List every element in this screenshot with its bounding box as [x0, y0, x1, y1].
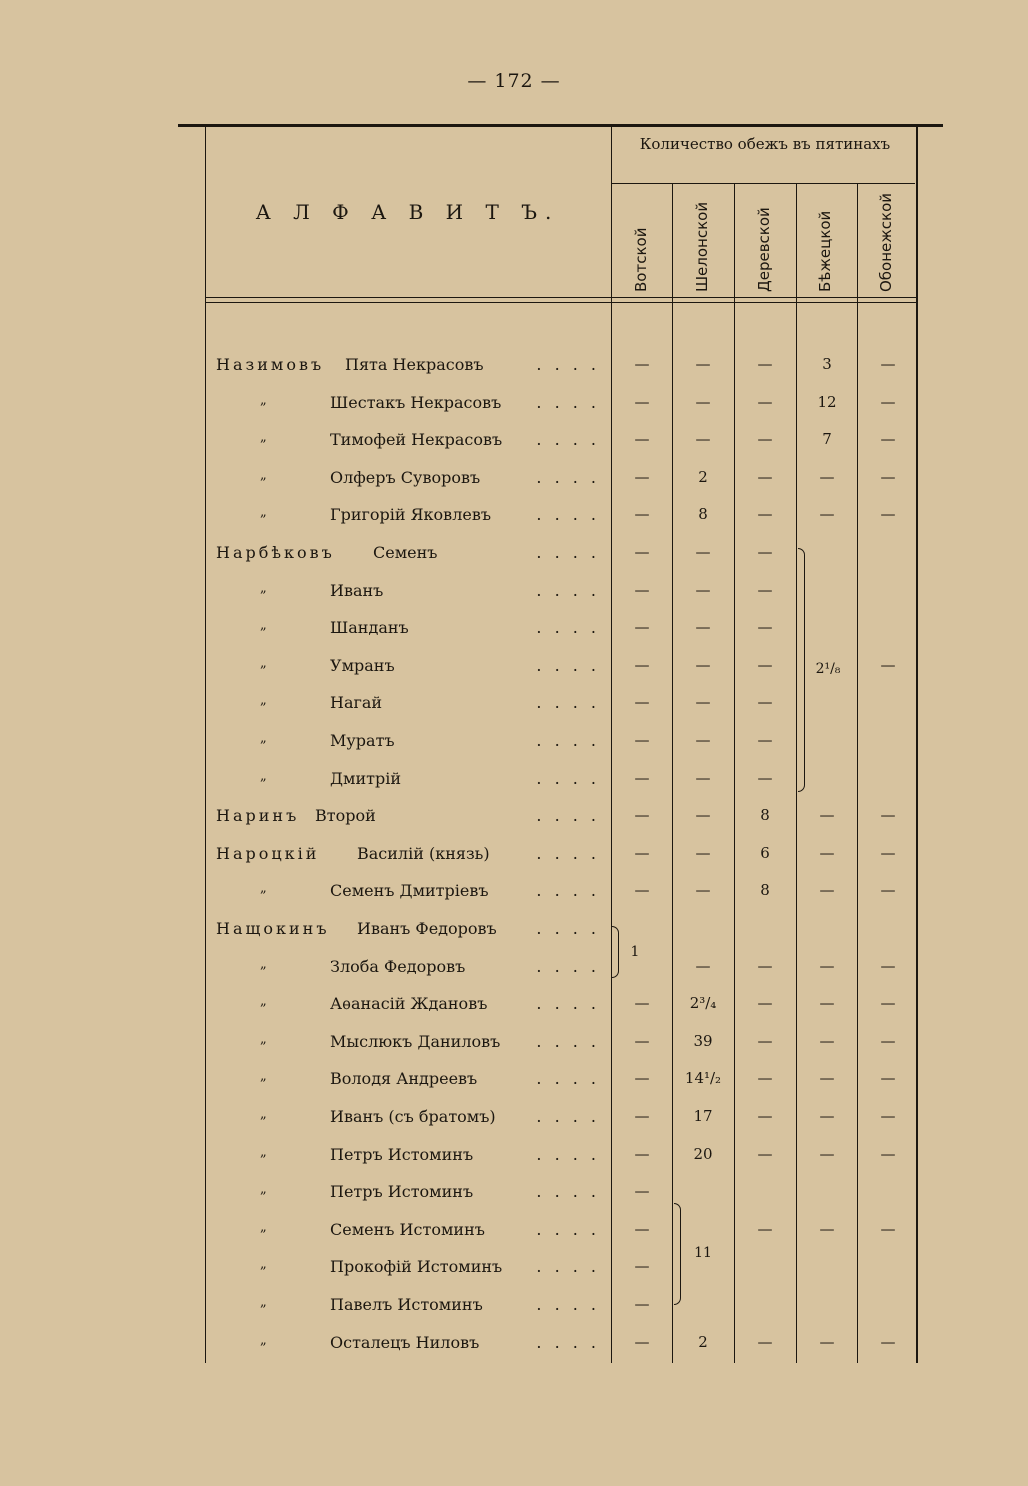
row-cell: — [757, 392, 773, 411]
row-leader-dots: . . . . [536, 355, 600, 374]
row-cell: 14¹/₂ [684, 1069, 722, 1088]
row-given-name: Мыслюкъ Даниловъ [330, 1031, 501, 1051]
row-leader-dots: . . . . [536, 655, 600, 675]
row-given-name: Семенъ [373, 543, 438, 562]
row-leader-dots: . . . . [536, 430, 600, 450]
row-cell: — [695, 392, 711, 411]
row-cell: — [695, 806, 711, 825]
row-given-name: Нагай [330, 693, 383, 713]
row-cell: — [634, 806, 650, 825]
col-head-derevskoy: Деревской [755, 207, 773, 292]
row-leader-dots: . . . . [536, 693, 600, 713]
row-given-name: Аѳанасій Ждановъ [330, 994, 488, 1014]
row-cell: — [634, 994, 650, 1013]
row-cell: — [757, 543, 773, 561]
row-cell: — [634, 355, 650, 373]
row-cell: — [880, 655, 896, 674]
row-cell: — [695, 430, 711, 449]
row-cell: 3 [822, 355, 832, 373]
row-cell: — [695, 768, 711, 787]
row-ditto-mark: „ [260, 618, 267, 634]
row-given-name: Злоба Федоровъ [330, 956, 466, 976]
table-row [0, 806, 1028, 836]
table-row [0, 731, 1028, 761]
row-given-name: Семенъ Дмитріевъ [330, 881, 489, 901]
row-cell: — [695, 655, 711, 674]
col-head-bezhetskoy: Бѣжецкой [816, 210, 834, 292]
row-cell: — [634, 1031, 650, 1050]
table-row [0, 1257, 1028, 1287]
row-cell: — [757, 505, 773, 524]
row-given-name: Григорій Яковлевъ [330, 505, 492, 525]
row-cell: — [634, 618, 650, 637]
table-row [0, 994, 1028, 1024]
row-ditto-mark: „ [260, 956, 267, 972]
row-ditto-mark: „ [260, 467, 267, 483]
row-surname: Нащокинъ [216, 919, 330, 938]
table-row [0, 769, 1028, 799]
table-row [0, 1333, 1028, 1363]
table-row [0, 1220, 1028, 1250]
row-given-name: Петръ Истоминъ [330, 1144, 474, 1164]
row-given-name: Прокофій Истоминъ [330, 1257, 503, 1277]
row-cell: 7 [822, 430, 832, 449]
row-ditto-mark: „ [260, 505, 267, 521]
row-leader-dots: . . . . [536, 1031, 600, 1051]
table-row [0, 393, 1028, 423]
row-cell: — [695, 956, 711, 975]
row-cell: — [819, 1107, 835, 1125]
row-given-name: Иванъ [330, 580, 384, 600]
row-given-name: Василій (князь) [357, 843, 490, 863]
row-given-name: Иванъ Федоровъ [357, 919, 497, 938]
row-leader-dots: . . . . [536, 768, 600, 788]
row-ditto-mark: „ [260, 1107, 267, 1122]
row-cell: — [880, 806, 896, 825]
row-cell: — [757, 768, 773, 787]
row-ditto-mark: „ [260, 580, 267, 596]
row-cell: 8 [698, 505, 708, 524]
row-cell: — [634, 731, 650, 749]
row-cell: — [634, 1182, 650, 1201]
row-ditto-mark: „ [260, 430, 267, 446]
table-row [0, 430, 1028, 460]
row-cell: — [757, 994, 773, 1013]
row-ditto-mark: „ [260, 994, 267, 1010]
row-ditto-mark: „ [260, 392, 267, 408]
row-given-name: Второй [315, 806, 376, 826]
row-ditto-mark: „ [260, 1031, 267, 1047]
row-cell: — [819, 505, 835, 524]
row-leader-dots: . . . . [536, 580, 600, 600]
table-row [0, 618, 1028, 648]
row-cell: 8 [760, 881, 770, 900]
row-cell: 2 [698, 467, 708, 486]
group-title: Количество обежъ въ пятинахъ [639, 135, 891, 153]
brace-narbekov [798, 548, 805, 792]
row-leader-dots: . . . . [536, 467, 600, 487]
row-leader-dots: . . . . [536, 618, 600, 638]
brace-value-nashchokin: 1 [630, 944, 640, 960]
row-given-name: Умранъ [330, 655, 395, 675]
row-ditto-mark: „ [260, 881, 267, 897]
row-cell: — [880, 994, 896, 1013]
row-cell: — [634, 768, 650, 787]
row-cell: — [634, 1144, 650, 1163]
brace-istomin [674, 1203, 681, 1305]
row-cell: — [634, 392, 650, 411]
row-cell: — [634, 1332, 650, 1351]
row-leader-dots: . . . . [536, 1182, 600, 1202]
row-surname: Наринъ [216, 806, 300, 826]
row-cell: 17 [693, 1107, 713, 1125]
row-cell: — [819, 1069, 835, 1088]
brace-value-narbekov: 2¹/₈ [815, 661, 841, 677]
row-cell: — [695, 843, 711, 862]
top-rule [178, 124, 943, 127]
row-given-name: Павелъ Истоминъ [330, 1295, 483, 1314]
table-row [0, 693, 1028, 723]
row-given-name: Олферъ Суворовъ [330, 467, 481, 487]
row-cell: — [757, 430, 773, 449]
row-cell: — [880, 430, 896, 449]
row-leader-dots: . . . . [536, 806, 600, 826]
row-cell: — [695, 355, 711, 373]
row-leader-dots: . . . . [536, 881, 600, 901]
row-given-name: Володя Андреевъ [330, 1069, 478, 1089]
table-row [0, 1069, 1028, 1099]
row-ditto-mark: „ [260, 731, 267, 746]
row-cell: — [634, 543, 650, 561]
row-cell: 39 [693, 1031, 713, 1050]
row-cell: 6 [760, 843, 770, 862]
row-cell: — [880, 392, 896, 411]
page-number: — 172 — [467, 70, 561, 92]
table-row [0, 1107, 1028, 1137]
row-leader-dots: . . . . [536, 731, 600, 750]
row-cell: 2³/₄ [689, 994, 717, 1013]
table-row [0, 543, 1028, 573]
row-cell: — [634, 1107, 650, 1125]
row-cell: — [634, 580, 650, 599]
row-cell: — [695, 618, 711, 637]
row-cell: — [757, 355, 773, 373]
brace-value-istomin: 11 [694, 1245, 712, 1261]
row-given-name: Шестакъ Некрасовъ [330, 392, 502, 412]
row-cell: — [880, 1069, 896, 1088]
row-cell: — [695, 881, 711, 900]
table-row [0, 1145, 1028, 1175]
row-cell: — [695, 580, 711, 599]
row-leader-dots: . . . . [536, 505, 600, 525]
row-given-name: Дмитрій [330, 768, 401, 788]
row-given-name: Шанданъ [330, 618, 409, 638]
row-cell: — [880, 956, 896, 975]
row-cell: — [819, 1219, 835, 1238]
row-leader-dots: . . . . [536, 1144, 600, 1164]
table-row [0, 919, 1028, 949]
row-cell: 2 [698, 1332, 708, 1351]
row-cell: — [695, 543, 711, 561]
row-cell: — [634, 505, 650, 524]
group-under-rule [612, 183, 915, 184]
row-cell: — [634, 881, 650, 900]
row-surname: Нарбѣковъ [216, 543, 335, 562]
row-leader-dots: . . . . [536, 994, 600, 1014]
table-row [0, 844, 1028, 874]
table-row [0, 1182, 1028, 1212]
table-row [0, 468, 1028, 498]
row-cell: — [880, 467, 896, 486]
row-cell: — [880, 843, 896, 862]
row-cell: — [880, 505, 896, 524]
row-ditto-mark: „ [260, 768, 267, 784]
row-ditto-mark: „ [260, 1182, 267, 1198]
row-cell: — [819, 806, 835, 825]
row-cell: — [819, 1332, 835, 1351]
row-cell: — [634, 843, 650, 862]
row-cell: — [880, 881, 896, 900]
row-cell: 20 [693, 1144, 713, 1163]
col-head-shelonskoy: Шелонской [693, 201, 711, 292]
header-bottom-rule-1 [205, 297, 917, 298]
row-ditto-mark: „ [260, 1257, 267, 1273]
row-leader-dots: . . . . [536, 1332, 600, 1352]
row-ditto-mark: „ [260, 1144, 267, 1160]
table-row [0, 1295, 1028, 1325]
row-cell: — [757, 618, 773, 637]
row-leader-dots: . . . . [536, 1257, 600, 1277]
row-cell: — [634, 1295, 650, 1313]
row-ditto-mark: „ [260, 1332, 267, 1348]
row-cell: — [757, 1069, 773, 1088]
row-cell: — [880, 355, 896, 373]
row-cell: — [695, 693, 711, 712]
row-cell: — [880, 1144, 896, 1163]
row-surname: Назимовъ [216, 355, 325, 374]
table-row [0, 957, 1028, 987]
row-cell: — [634, 430, 650, 449]
row-cell: — [634, 1257, 650, 1276]
row-cell: — [880, 1219, 896, 1238]
row-ditto-mark: „ [260, 655, 267, 671]
row-given-name: Пята Некрасовъ [345, 355, 484, 374]
row-cell: — [880, 1107, 896, 1125]
row-ditto-mark: „ [260, 1295, 267, 1310]
row-cell: — [819, 467, 835, 486]
row-given-name: Осталецъ Ниловъ [330, 1332, 480, 1352]
row-cell: — [819, 994, 835, 1013]
row-given-name: Тимофей Некрасовъ [330, 430, 503, 450]
row-cell: — [757, 655, 773, 674]
row-cell: — [695, 731, 711, 749]
row-leader-dots: . . . . [536, 1107, 600, 1126]
row-cell: — [757, 1144, 773, 1163]
row-leader-dots: . . . . [536, 1069, 600, 1089]
row-cell: 8 [760, 806, 770, 825]
row-given-name: Иванъ (съ братомъ) [330, 1107, 496, 1126]
row-leader-dots: . . . . [536, 843, 600, 863]
col-head-votskoy: Вотской [632, 227, 650, 292]
row-ditto-mark: „ [260, 1069, 267, 1085]
table-row [0, 505, 1028, 535]
row-cell: — [880, 1332, 896, 1351]
table-row [0, 1032, 1028, 1062]
row-cell: — [757, 1031, 773, 1050]
row-cell: — [880, 1031, 896, 1050]
row-cell: — [819, 1144, 835, 1163]
row-cell: — [757, 467, 773, 486]
row-leader-dots: . . . . [536, 1219, 600, 1239]
row-cell: — [757, 1107, 773, 1125]
table-row [0, 656, 1028, 686]
row-given-name: Петръ Истоминъ [330, 1182, 474, 1202]
row-ditto-mark: „ [260, 693, 267, 709]
table-row [0, 355, 1028, 385]
row-cell: — [634, 1069, 650, 1088]
row-cell: — [819, 843, 835, 862]
row-leader-dots: . . . . [536, 1295, 600, 1314]
row-cell: — [634, 693, 650, 712]
row-cell: — [634, 655, 650, 674]
row-cell: — [819, 1031, 835, 1050]
row-ditto-mark: „ [260, 1219, 267, 1235]
row-cell: — [757, 693, 773, 712]
row-given-name: Муратъ [330, 731, 395, 750]
row-cell: — [757, 1332, 773, 1351]
table-row [0, 881, 1028, 911]
row-cell: 12 [817, 392, 837, 411]
alphabet-heading: А Л Ф А В И Т Ъ. [255, 200, 560, 224]
row-given-name: Семенъ Истоминъ [330, 1219, 485, 1239]
col-head-obonezhskoy: Обонежской [877, 192, 895, 292]
row-leader-dots: . . . . [536, 543, 600, 562]
row-surname: Нароцкій [216, 843, 320, 863]
row-cell: — [757, 1219, 773, 1238]
row-cell: — [634, 467, 650, 486]
row-cell: — [819, 956, 835, 975]
row-cell: — [634, 1219, 650, 1238]
header-bottom-rule-2 [205, 302, 917, 303]
row-cell: — [757, 731, 773, 749]
row-leader-dots: . . . . [536, 392, 600, 412]
table-row [0, 581, 1028, 611]
row-cell: — [757, 956, 773, 975]
row-cell: — [819, 881, 835, 900]
row-cell: — [757, 580, 773, 599]
row-leader-dots: . . . . [536, 919, 600, 938]
row-leader-dots: . . . . [536, 956, 600, 976]
